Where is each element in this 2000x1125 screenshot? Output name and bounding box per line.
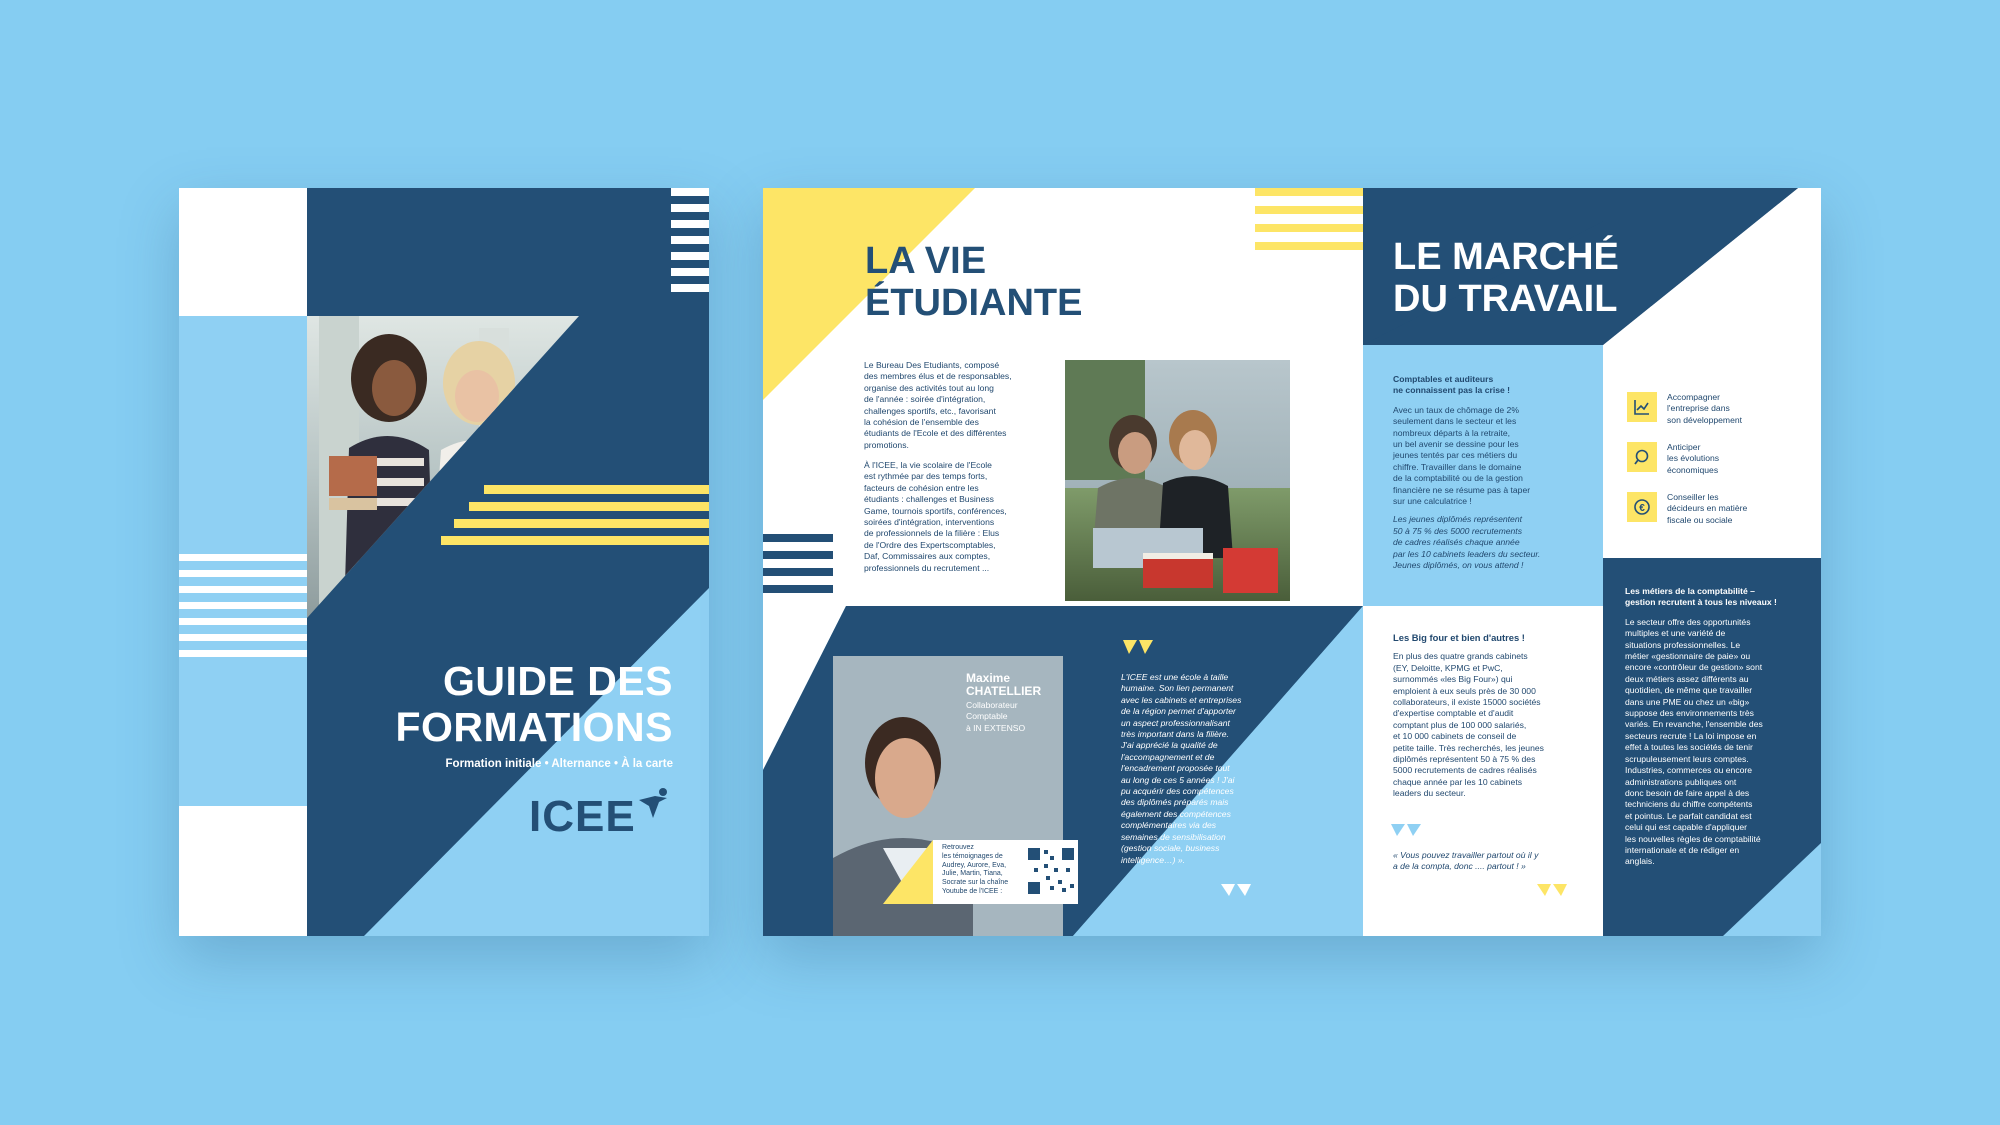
- vie-p2-line: professionnels du recrutement ...: [864, 562, 990, 573]
- features-list: [1627, 392, 1807, 542]
- qr-text-line: Youtube de l'ICEE :: [942, 887, 1003, 895]
- vie-paragraph2: [864, 460, 1054, 574]
- quote-line: des diplômés préparés mais: [1121, 797, 1229, 808]
- quote-line: humaine. Son lien permanent: [1121, 683, 1234, 694]
- vie-paragraph1: [864, 360, 1054, 451]
- block3-body-line: anglais.: [1625, 856, 1655, 867]
- quote-line: pu acquérir des compétences: [1121, 786, 1234, 797]
- block2-body-line: leaders du secteur.: [1393, 788, 1466, 799]
- quote-line: (gestion sociale, business: [1121, 843, 1220, 854]
- block2-body-line: surnommés «les Big Four») qui: [1393, 674, 1513, 685]
- vie-p2-line: de professionnels de la filière : Elus: [864, 528, 1000, 539]
- feature-line: l'entreprise dans: [1667, 403, 1730, 414]
- block2-body-line: d'expertise comptable et d'audit: [1393, 708, 1514, 719]
- marche-title-line1: LE MARCHÉ: [1393, 236, 1619, 278]
- block2-body-line: chaque année par les 10 cabinets: [1393, 776, 1523, 787]
- testimonial-role-line: à IN EXTENSO: [966, 722, 1026, 733]
- block1-body-line: de la comptabilité ou de la gestion: [1393, 473, 1523, 484]
- block3-body-line: deux métiers assez différents au: [1625, 673, 1749, 684]
- block1-body-line: Avec un taux de chômage de 2%: [1393, 404, 1519, 415]
- block1-italic-line: de cadres réalisés chaque année: [1393, 537, 1520, 548]
- block3-heading-line: Les métiers de la comptabilité –: [1625, 586, 1755, 596]
- marche-block1: [1393, 374, 1593, 572]
- qr-text-line: les témoignages de: [942, 852, 1003, 860]
- block3-body-line: variés. En revanche, l'ensemble des: [1625, 719, 1763, 730]
- feature-line: son développement: [1667, 414, 1743, 425]
- block3-body-line: dans une PME ou chez un «big»: [1625, 696, 1750, 707]
- vie-p1-line: Le Bureau Des Etudiants, composé: [864, 360, 1000, 370]
- vie-p2-line: facteurs de cohésion entre les: [864, 482, 979, 493]
- block2-quote-line: a de la compta, donc .... partout ! »: [1393, 861, 1526, 872]
- search-icon: [1627, 442, 1657, 472]
- icee-logo: [529, 792, 636, 842]
- vie-p1-line: promotions.: [864, 439, 909, 450]
- testimonial-first-name: Maxime: [966, 671, 1011, 685]
- block2-quote-line: « Vous pouvez travailler partout où il y: [1393, 850, 1539, 860]
- block3-body-line: secteurs recrute ! La loi impose en: [1625, 730, 1757, 741]
- quote-line: intelligence…) ».: [1121, 854, 1186, 865]
- block1-italic-line: Jeunes diplômés, on vous attend !: [1393, 560, 1524, 571]
- euro-icon: [1627, 492, 1657, 522]
- block1-body-line: jeunes tentés par ces métiers du: [1393, 450, 1518, 461]
- quote-line: également des compétences: [1121, 808, 1231, 819]
- quote-line: semaines de sensibilisation: [1121, 831, 1226, 842]
- block3-body-line: celui qui est capable d'appliquer: [1625, 822, 1748, 833]
- qr-text-line: Audrey, Aurore, Eva,: [942, 861, 1007, 869]
- block1-italic-line: par les 10 cabinets leaders du secteur.: [1393, 548, 1541, 559]
- feature-line: Anticiper: [1667, 442, 1701, 452]
- qr-text-line: Julie, Martin, Tiana,: [942, 870, 1003, 878]
- quote-line: complémentaires via des: [1121, 820, 1217, 831]
- block2-heading: Les Big four et bien d'autres !: [1393, 632, 1525, 643]
- students-studying-photo: [1065, 360, 1290, 601]
- block1-body-line: financière ne se résume pas à taper: [1393, 484, 1531, 495]
- logo-text: ICEE: [529, 792, 636, 841]
- vie-p2-line: Daf, Commissaires aux comptes,: [864, 551, 991, 562]
- feature-line: les évolutions: [1667, 453, 1720, 464]
- feature-line: Conseiller les: [1667, 492, 1719, 502]
- vie-p2-line: Game, tournois sportifs, conférences,: [864, 505, 1007, 516]
- feature-item: [1627, 442, 1807, 492]
- block3-body-line: techniciens du chiffre compétents: [1625, 799, 1753, 810]
- vie-p1-line: challenges sportifs, etc., favorisant: [864, 405, 996, 416]
- quote-line: L'ICEE est une école à taille: [1121, 672, 1229, 682]
- vie-title-line1: LA VIE: [865, 240, 987, 282]
- quote-line: très important dans la filière.: [1121, 729, 1229, 740]
- cover-subtitle: Formation initiale • Alternance • À la carte: [445, 758, 673, 770]
- feature-line: fiscale ou sociale: [1667, 514, 1733, 525]
- vie-p2-line: soirées d'intégration, interventions: [864, 517, 995, 528]
- marche-block2: [1393, 632, 1593, 800]
- block3-body-line: les nouvelles règles de comptabilité: [1625, 833, 1761, 844]
- block1-heading-line: ne connaissent pas la crise !: [1393, 385, 1511, 396]
- quote-line: au long de ces 5 années ! J'ai: [1121, 774, 1235, 785]
- feature-item: [1627, 492, 1807, 542]
- block2-body-line: En plus des quatre grands cabinets: [1393, 651, 1528, 662]
- block2-body-line: (EY, Deloitte, KPMG et PwC,: [1393, 662, 1503, 673]
- block1-body-line: seulement dans le secteur et les: [1393, 416, 1517, 427]
- block2-body-line: petite taille. Très recherchés, les jeunes: [1393, 742, 1544, 753]
- block2-body-line: collaborateurs, il existe 15000 sociétés: [1393, 697, 1541, 708]
- block3-body-line: effet à toutes les sociétés de tenir: [1625, 742, 1753, 753]
- cover-page: [179, 188, 709, 936]
- block3-body-line: scrupuleusement leurs comptes.: [1625, 753, 1749, 764]
- block3-body-line: Industries, commerces ou encore: [1625, 765, 1753, 776]
- qr-text: [942, 844, 1022, 897]
- vie-p2-line: À l'ICEE, la vie scolaire de l'Ecole: [864, 460, 992, 470]
- logo-figure-icon: [637, 786, 673, 820]
- vie-p2-line: est rythmée par des temps forts,: [864, 471, 988, 482]
- block3-body-line: internationale et de rédiger en: [1625, 844, 1740, 855]
- marche-block3: [1625, 586, 1815, 868]
- block2-body-line: comptant plus de 100 000 salariés,: [1393, 719, 1527, 730]
- block3-body-line: administrations publiques ont: [1625, 776, 1737, 787]
- marche-title-line2: DU TRAVAIL: [1393, 278, 1618, 320]
- cover-title-line2: FORMATIONS: [395, 704, 673, 750]
- block1-italic-line: 50 à 75 % des 5000 recrutements: [1393, 525, 1522, 536]
- cover-title-line1: GUIDE DES: [442, 658, 673, 704]
- testimonial-role-line: Comptable: [966, 711, 1008, 722]
- vie-p1-line: organise des activités tout au long: [864, 382, 994, 393]
- feature-line: Accompagner: [1667, 392, 1721, 402]
- vie-title-line2: ÉTUDIANTE: [865, 282, 1083, 324]
- feature-line: économiques: [1667, 464, 1719, 475]
- block3-body-line: et pointus. Le parfait candidat est: [1625, 810, 1752, 821]
- quote-line: J'ai apprécié la qualité de: [1121, 740, 1218, 751]
- block3-body-line: donc besoin de faire appel à des: [1625, 787, 1750, 798]
- feature-line: décideurs en matière: [1667, 503, 1748, 514]
- vie-p2-line: de l'Ordre des Expertscomptables,: [864, 539, 996, 550]
- quote-line: un aspect professionnalisant: [1121, 717, 1230, 728]
- testimonial-name: [966, 672, 1041, 734]
- testimonial-role-line: Collaborateur: [966, 700, 1018, 710]
- quote-line: l'encadrement proposée tout: [1121, 763, 1230, 774]
- quote-line: l'accompagnement et de: [1121, 751, 1215, 762]
- block2-body-line: emploient à eux seuls près de 30 000: [1393, 685, 1536, 696]
- block2-body-line: et 10 000 cabinets de conseil de: [1393, 731, 1517, 742]
- quote-line: de la région permet d'apporter: [1121, 706, 1236, 717]
- block1-body-line: sur une calculatrice !: [1393, 496, 1472, 507]
- block1-body-line: chiffre. Travailler dans le domaine: [1393, 461, 1522, 472]
- qr-code-icon: [1026, 846, 1076, 896]
- block3-heading-line: gestion recrutent à tous les niveaux !: [1625, 597, 1777, 608]
- block3-body-line: encore «contrôleur de gestion» sont: [1625, 662, 1763, 673]
- block3-body-line: suppose des environnements très: [1625, 708, 1754, 719]
- block1-body-line: nombreux départs à la retraite,: [1393, 427, 1511, 438]
- chart-icon: [1627, 392, 1657, 422]
- block1-heading-line: Comptables et auditeurs: [1393, 374, 1494, 384]
- block3-body-line: multiples et une variété de: [1625, 628, 1726, 639]
- inner-spread: [763, 188, 1821, 936]
- qr-text-line: Socrate sur la chaîne: [942, 879, 1009, 887]
- vie-p1-line: la cohésion de l'ensemble des: [864, 417, 979, 428]
- feature-item: [1627, 392, 1807, 442]
- block2-body-line: 5000 recrutements de cadres réalisés: [1393, 765, 1537, 776]
- block2-quote: [1393, 850, 1603, 873]
- svg-text:€: €: [1639, 503, 1645, 514]
- block3-body-line: situations professionnelles. Le: [1625, 639, 1741, 650]
- testimonial-quote: [1121, 672, 1271, 866]
- block3-body-line: métier «gestionnaire de paie» ou: [1625, 651, 1751, 662]
- vie-p1-line: des membres élus et de responsables,: [864, 371, 1012, 382]
- testimonial-last-name: CHATELLIER: [966, 684, 1042, 698]
- block1-body-line: un bel avenir se dessine pour les: [1393, 439, 1519, 450]
- block3-body-line: Le secteur offre des opportunités: [1625, 616, 1751, 627]
- block3-body-line: quotidien, de même que travailler: [1625, 685, 1753, 696]
- quote-line: avec les cabinets et entreprises: [1121, 694, 1242, 705]
- vie-p2-line: étudiants : challenges et Business: [864, 494, 994, 505]
- block2-body-line: diplômés représentent 50 à 75 % des: [1393, 754, 1536, 765]
- qr-text-line: Retrouvez: [942, 844, 974, 851]
- vie-p1-line: de l'année : soirée d'intégration,: [864, 394, 986, 405]
- vie-p1-line: étudiants de l'Ecole et des différentes: [864, 428, 1007, 439]
- block1-italic-line: Les jeunes diplômés représentent: [1393, 514, 1522, 525]
